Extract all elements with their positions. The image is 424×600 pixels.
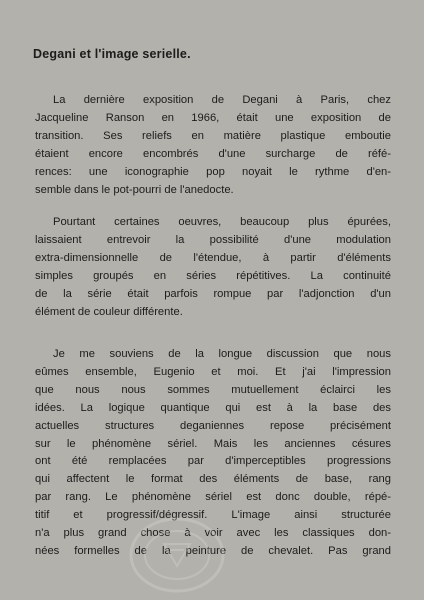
text-line: que nous nous sommes mutuellement éclairci les (35, 383, 391, 396)
text-line: Je me souviens de la longue discussion que nous (53, 348, 391, 360)
text-line: ont été remplacées par d'imperceptibles progressions (35, 455, 391, 468)
paragraph-1 (35, 92, 391, 199)
text-line: idées. La logique quantique qui est à la base des (35, 401, 391, 414)
text-line: simples groupés en séries répétitives. La continuité (35, 269, 391, 282)
text-line: laissaient entrevoir la possibilité d'une modulation (35, 233, 391, 246)
text-line: extra-dimensionnelle de l'étendue, à partir d'éléments (35, 251, 391, 264)
text-line: Jacqueline Ranson en 1966, était une exposition de (35, 111, 391, 124)
text-line: transition. Ses reliefs en matière plastique emboutie (35, 129, 391, 142)
text-line: semble dans le pot-pourri de l'anedocte. (35, 183, 234, 196)
text-line: La dernière exposition de Degani à Paris, chez (53, 94, 391, 106)
text-line: étaient encore encombrés d'une surcharge de réfé- (35, 147, 391, 160)
embossed-stamp (126, 514, 228, 596)
text-line: par rang. Le phénomène sériel est donc double, répé- (35, 491, 391, 504)
paragraph-2 (35, 214, 391, 321)
text-line: n'a plus grand chose à voir avec les classiques don- (35, 527, 391, 540)
text-line: qui affectent le format des éléments de base, rang (35, 473, 391, 486)
text-line: sur le phénomène sériel. Mais les anciennes césures (35, 437, 391, 450)
text-line: élément de couleur différente. (35, 305, 183, 318)
text-line: rences: une iconographie pop noyait le rythme d'en- (35, 165, 391, 178)
text-line: actuelles structures deganiennes repose précisément (35, 419, 391, 432)
text-line: eûmes ensemble, Eugenio et moi. Et j'ai l'impression (35, 365, 391, 378)
article-title: Degani et l'image serielle. (33, 47, 191, 61)
text-line: de la série était parfois rompue par l'adjonction d'un (35, 287, 391, 300)
text-line: nées formelles de la peinture de chevalet. Pas grand (35, 544, 391, 557)
text-line: Pourtant certaines oeuvres, beaucoup plus épurées, (53, 216, 391, 228)
text-line: titif et progressif/dégressif. L'image ainsi structurée (35, 509, 391, 522)
